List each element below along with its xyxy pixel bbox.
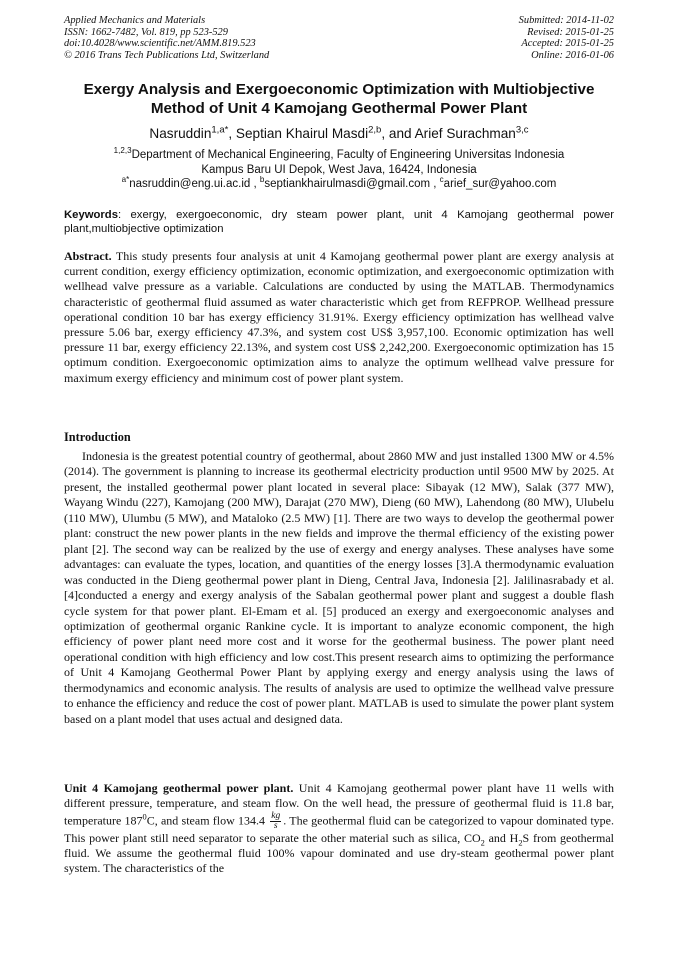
- author-emails: $^{a*}$nasruddin@eng.ui.ac.id , $^b$septiankhairulmasdi@gmail.com , $^c$arief_sur@yahoo.com: [121, 175, 557, 190]
- author-1: Nasruddin: [149, 126, 212, 141]
- publication-dates: [519, 15, 614, 61]
- journal-copyright: © 2016 Trans Tech Publications Ltd, Switzerland: [64, 49, 270, 61]
- date-revised: Revised: 2015-01-25: [527, 26, 614, 38]
- abstract-label: Abstract.: [64, 249, 112, 263]
- affiliation-address: Kampus Baru UI Depok, West Java, 16424, Indonesia: [201, 163, 477, 176]
- author-3: , and Arief Surachman: [381, 126, 516, 141]
- introduction-heading: Introduction: [64, 430, 131, 444]
- journal-doi: doi:10.4028/www.scientific.net/AMM.819.523: [64, 38, 256, 49]
- email-b: septiankhairulmasdi@gmail.com ,: [264, 178, 440, 190]
- date-accepted: Accepted: 2015-01-25: [521, 38, 614, 49]
- author-3-affil: 3,c: [515, 124, 529, 136]
- journal-info: [64, 15, 269, 61]
- author-2: , Septian Khairul Masdi: [228, 126, 369, 141]
- journal-header: [64, 15, 614, 65]
- keywords-label: Keywords: [64, 209, 118, 221]
- abstract-text: This study presents four analysis at unit 4 Kamojang geothermal power plant are exergy analysis at current condition, exergy efficiency optimization, economic optimization, and exergoeconomic optimization with wellhead valve pressure as a variable. Calculations are conducted by using the MATLAB. Thermodynamics characteristic of geothermal fluid assumed as water characteristic which get from REFPROP. Wellhead pressure operational condition 10 bar has exergy efficiency 31.91%. Exergy efficiency optimization has wellhead valve pressure 5.06 bar, exergy efficiency 47.3%, and system cost US$ 3,957,100. Economic optimization has well pressure 11 bar, exergy efficiency 22.13%, and system cost US$ 2,242,200. Exergoeconomic optimization has 15 optimum condition. Exergoeconomic optimization aims to analyze the optimum wellhead valve pressure for maximum exergy efficiency and minimum cost of power plant system.: [64, 249, 614, 385]
- affiliation-dept: $^{1,2,3}$Department of Mechanical Engineering, Faculty of Engineering Universitas Indonesia: [113, 146, 565, 161]
- keywords-block: [64, 208, 614, 236]
- abstract-block: [64, 249, 614, 386]
- journal-name: Applied Mechanics and Materials: [64, 15, 206, 26]
- date-submitted: Submitted: 2014-11-02: [518, 15, 614, 26]
- unit4-paragraph: Unit 4 Kamojang geothermal power plant. Unit 4 Kamojang geothermal power plant have 11 wells with different pressure, temperature, and steam flow. On the well head, the pressure of geothermal fluid is 11.8 bar, temperature $187^0C$, and steam flow 134.4 $\frac{kg}{s}$ . The geothermal fluid can be categorized to vapour dominated type. This power plant still need separator to separate the other material such as silica, $CO_2$ and $H_2S$ from geothermal fluid. We assume the geothermal fluid 100% vapour dominated and use dry-steam geothermal power plant system. The characteristics of the: [64, 781, 615, 876]
- unit4-label: Unit 4 Kamojang geothermal power plant.: [64, 781, 294, 795]
- date-online: Online: 2016-01-06: [531, 49, 614, 61]
- keywords-text: : exergy, exergoeconomic, dry steam power plant, unit 4 Kamojang geothermal power plant,multiobjective optimization: [64, 209, 614, 236]
- kg-per-s-fraction: $\frac{kg}{s}$: [271, 810, 281, 831]
- title-line-1: Exergy Analysis and Exergoeconomic Optimization with Multiobjective: [83, 81, 595, 98]
- email-c: arief_sur@yahoo.com: [443, 178, 557, 190]
- author-list: [40, 125, 638, 142]
- title-line-2: Method of Unit 4 Kamojang Geothermal Power Plant: [150, 100, 528, 117]
- introduction-paragraph: Indonesia is the greatest potential country of geothermal, about 2860 MW and just installed 1300 MW or 4.5% (2014). The government is planning to increase its geothermal electricity production until 9500 MW by 2025. At present, the installed geothermal power plant located in several place: Sibayak (12 MW), Salak (377 MW), Wayang Windu (227), Kamojang (200 MW), Darajat (270 MW), Dieng (60 MW), Lahendong (80 MW), Ulubelu (110 MW), Ulumbu (5 MW), and Mataloko (2.5 MW) [1]. There are two ways to develop the geothermal power plant: construct the new power plants in the new fields and improve the thermal efficiency of the existing power plant [2]. The second way can be realized by the use of exergy and energy analyses. These analyses have some advantages: can evaluate the types, location, and quantities of the energy losses [3].A thermodynamic evaluation was conducted in the Dieng geothermal power plant in Dieng, Central Java, Indonesia [2]. Jalilinasrabady et al. [4]conducted a energy and exergy analysis of the Sabalan geothermal power plant and suggest a double flash cycle system for that power plant. El-Emam et al. [5] produced an exergy and exergoeconomic analyses and optimization of geothermal organic Rankine cycle. It is important to analyze economic component, the high efficiency of power plant need more cost and it worse for the geothermal business. The power plant need operational condition with high efficiency and low cost.This present research aims to optimizing the performance of Unit 4 Kamojang Geothermal Power Plant by applying exergy and energy analysis using the laws of thermodynamics and economic analysis. The results of analysis are used to optimize the wellhead valve pressure to enhance the efficiency and reduce the cost of power plant. MATLAB is used to simulate the power plant system based on a plant model that uses actual and designed data.: [64, 449, 614, 726]
- author-1-affil: 1,a*: [211, 124, 229, 136]
- email-a: nasruddin@eng.ui.ac.id ,: [129, 178, 260, 190]
- author-2-affil: 2,b: [368, 124, 382, 136]
- affiliation: [40, 148, 638, 192]
- journal-issn: ISSN: 1662-7482, Vol. 819, pp 523-529: [64, 26, 228, 38]
- paper-title: [50, 80, 628, 118]
